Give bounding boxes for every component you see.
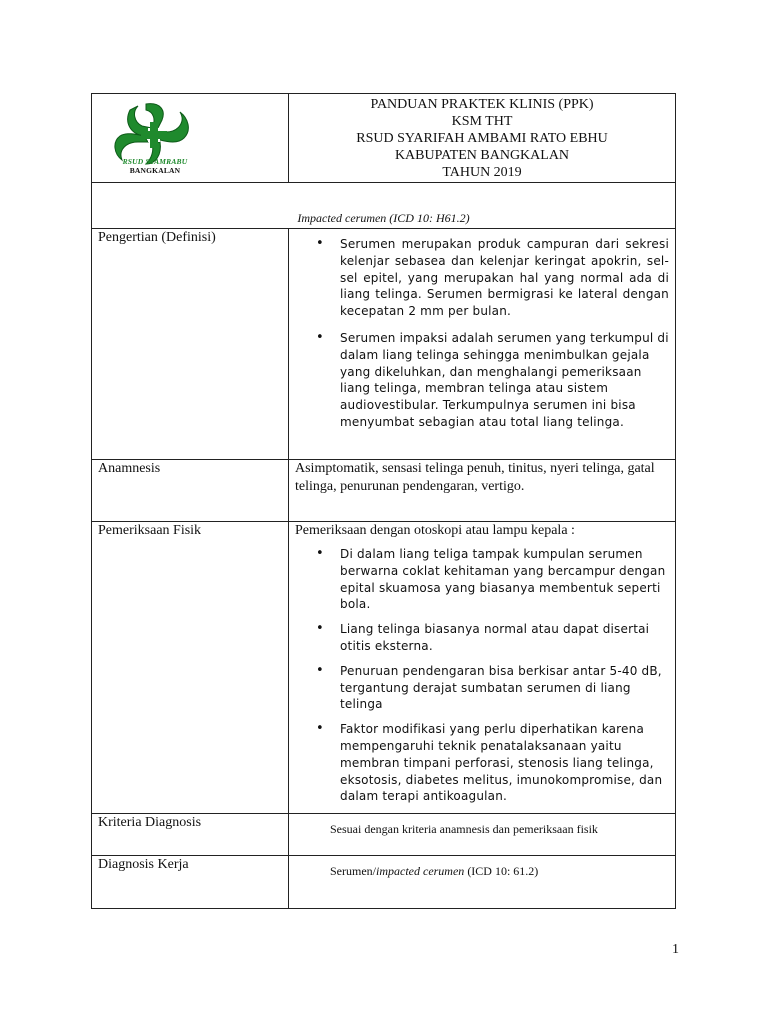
logo-caption xyxy=(109,157,201,175)
pemeriksaan-fisik-intro: Pemeriksaan dengan otoskopi atau lampu kepala : xyxy=(295,523,575,538)
diagnosis-kerja-italic: impacted cerumen xyxy=(376,864,465,878)
definisi-label: Pengertian (Definisi) xyxy=(92,229,289,460)
subtitle-cell xyxy=(92,183,676,229)
subtitle-row xyxy=(92,183,676,229)
header-line-1: PANDUAN PRAKTEK KLINIS (PPK) xyxy=(370,97,594,112)
diagnosis-kerja-row xyxy=(92,856,676,909)
pemeriksaan-fisik-label: Pemeriksaan Fisik xyxy=(92,522,289,814)
diagnosis-kerja-label: Diagnosis Kerja xyxy=(92,856,289,909)
kriteria-diagnosis-text: Sesuai dengan kriteria anamnesis dan pemeriksaan fisik xyxy=(330,822,598,836)
kriteria-diagnosis-cell xyxy=(289,814,676,856)
header-row xyxy=(92,94,676,183)
pemeriksaan-fisik-row xyxy=(92,522,676,814)
header-line-5: TAHUN 2019 xyxy=(442,165,522,180)
definisi-bullet-1: • Serumen merupakan produk campuran dari sekresi kelenjar sebasea dan kelenjar keringat apokrin, sel-sel epitel, yang merupakan hal yang normal ada di liang telinga. Serumen bermigrasi ke lateral dengan kecepatan 2 mm per bulan. xyxy=(289,236,675,320)
pemeriksaan-fisik-content xyxy=(289,522,676,814)
kriteria-diagnosis-row xyxy=(92,814,676,856)
logo-cell xyxy=(92,94,289,183)
definisi-list xyxy=(289,236,675,431)
logo-name-line1: RSUD SYAMRABU xyxy=(122,157,188,166)
diagnosis-kerja-prefix: Serumen/ xyxy=(330,864,376,878)
logo-name-line2: BANGKALAN xyxy=(129,166,181,175)
diagnosis-kerja-suffix: (ICD 10: 61.2) xyxy=(464,864,539,878)
page-number: 1 xyxy=(672,942,679,957)
ppk-table xyxy=(91,93,676,909)
definisi-content xyxy=(289,229,676,460)
anamnesis-label: Anamnesis xyxy=(92,460,289,522)
kriteria-diagnosis-label: Kriteria Diagnosis xyxy=(92,814,289,856)
fisik-bullet-3: • Penuruan pendengaran bisa berkisar antar 5-40 dB, tergantung derajat sumbatan serumen di liang telinga xyxy=(289,663,675,713)
definisi-row xyxy=(92,229,676,460)
anamnesis-text: Asimptomatik, sensasi telinga penuh, tinitus, nyeri telinga, gatal telinga, penurunan pendengaran, vertigo. xyxy=(289,460,676,522)
diagnosis-kerja-text xyxy=(289,856,675,879)
header-title-cell xyxy=(289,94,676,183)
fisik-bullet-2: • Liang telinga biasanya normal atau dapat disertai otitis eksterna. xyxy=(289,621,675,655)
pemeriksaan-fisik-list xyxy=(289,546,675,805)
definisi-bullet-2: • Serumen impaksi adalah serumen yang terkumpul di dalam liang telinga sehingga menimbulkan gejala yang dikeluhkan, dan menghalangi pemeriksaan liang telinga, membran telinga atau sistem audiovestibular. Terkumpulnya serumen ini bisa menyumbat sebagian atau total liang telinga. xyxy=(289,330,675,431)
anamnesis-row xyxy=(92,460,676,522)
diagnosis-kerja-cell xyxy=(289,856,676,909)
fisik-bullet-1: • Di dalam liang teliga tampak kumpulan serumen berwarna coklat kehitaman yang bercampur dengan epital skuamosa yang biasanya membentuk seperti bola. xyxy=(289,546,675,613)
header-line-4: KABUPATEN BANGKALAN xyxy=(394,148,570,163)
fisik-bullet-4: • Faktor modifikasi yang perlu diperhatikan karena mempengaruhi teknik penatalaksanaan yaitu membran timpani perforasi, stenosis liang telinga, eksotosis, diabetes melitus, imunokompromise, dan dalam terapi antikoagulan. xyxy=(289,721,675,805)
document-subtitle: Impacted cerumen (ICD 10: H61.2) xyxy=(297,211,470,225)
header-line-3: RSUD SYARIFAH AMBAMI RATO EBHU xyxy=(356,131,608,146)
header-line-2: KSM THT xyxy=(451,114,513,129)
